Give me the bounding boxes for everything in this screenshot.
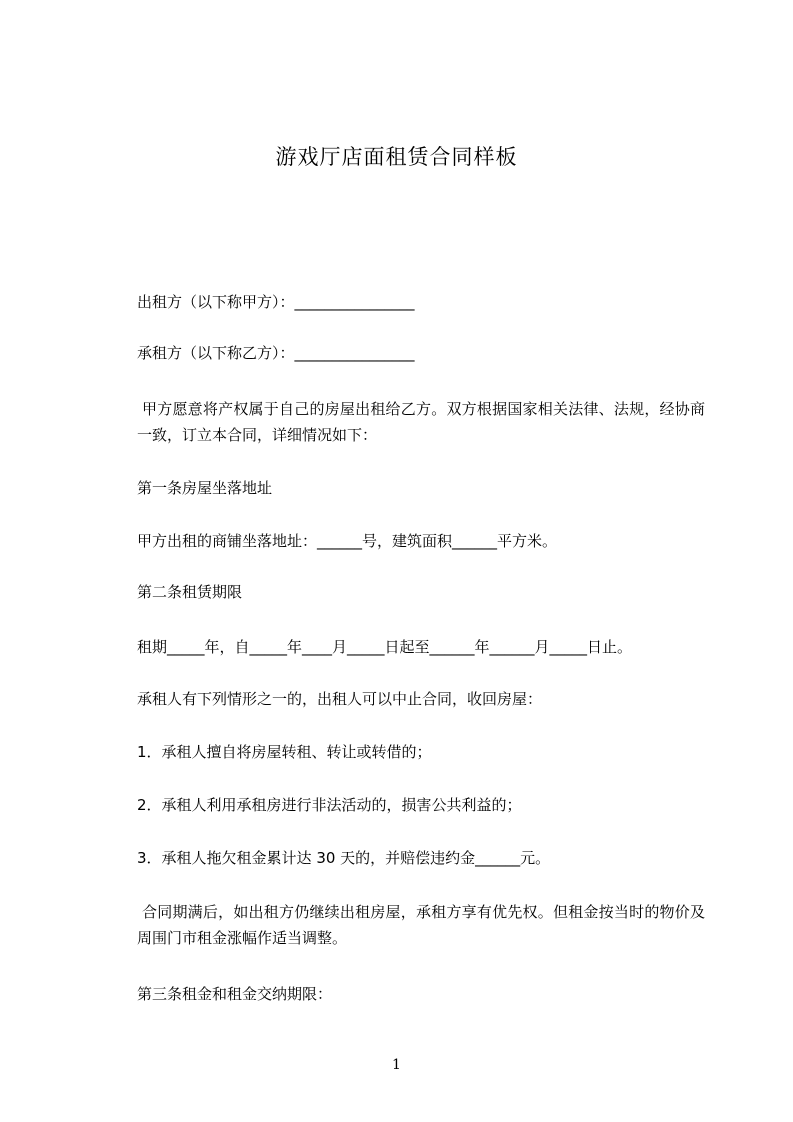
intro-paragraph: 甲方愿意将产权属于自己的房屋出租给乙方。双方根据国家相关法律、法规，经协商一致，订立本合同，详细情况如下： xyxy=(137,400,705,444)
renewal-paragraph: 合同期满后，如出租方仍继续出租房屋，承租方享有优先权。但租金按当时的物价及周围门市租金涨幅作适当调整。 xyxy=(137,903,705,947)
article1-heading: 第一条房屋坐落地址 xyxy=(137,479,273,497)
page-number: 1 xyxy=(392,1057,401,1073)
termination-item-1: 1．承租人擅自将房屋转租、转让或转借的； xyxy=(137,743,432,761)
article3-heading: 第三条租金和租金交纳期限： xyxy=(137,985,333,1003)
termination-item-3: 3．承租人拖欠租金累计达 30 天的，并赔偿违约金______元。 xyxy=(137,849,551,867)
termination-item-2: 2．承租人利用承租房进行非法活动的，损害公共利益的； xyxy=(137,796,522,814)
article1-text: 甲方出租的商铺坐落地址：______号，建筑面积______平方米。 xyxy=(137,532,558,550)
article2-heading: 第二条租赁期限 xyxy=(137,583,243,601)
lessee-line: 承租方（以下称乙方）：________________ xyxy=(137,344,415,362)
article2-term: 租期_____年，自_____年____月_____日起至______年______月_____日止。 xyxy=(137,638,633,656)
termination-intro: 承租人有下列情形之一的，出租人可以中止合同，收回房屋： xyxy=(137,690,543,708)
document-title: 游戏厅店面租赁合同样板 xyxy=(275,145,518,169)
lessor-line: 出租方（以下称甲方）：________________ xyxy=(137,293,415,311)
